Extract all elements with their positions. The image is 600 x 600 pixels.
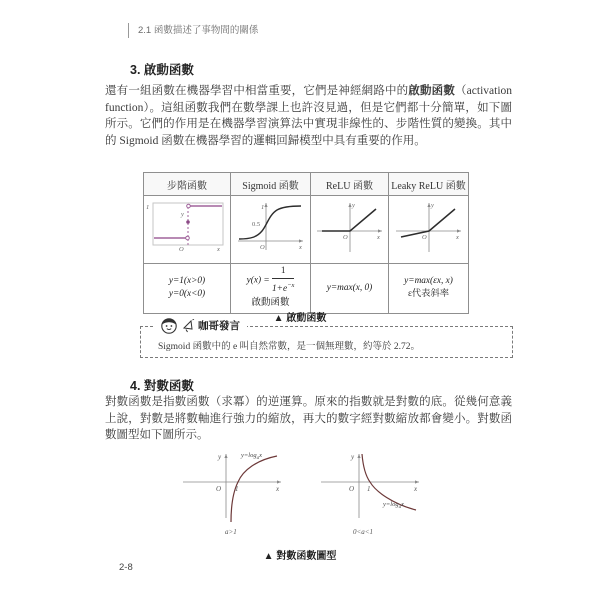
callout-box xyxy=(140,320,513,358)
col-header-relu: ReLU 函數 xyxy=(311,173,389,196)
relu-formula: y=max(x, 0) xyxy=(326,282,373,293)
step-plot-cell xyxy=(144,196,231,264)
formula-row xyxy=(144,264,469,314)
leaky-relu-plot-cell xyxy=(389,196,469,264)
sigmoid-plot-cell xyxy=(231,196,311,264)
x-axis-label: x xyxy=(455,234,459,241)
origin-label: O xyxy=(259,244,265,251)
origin-label: O xyxy=(421,234,427,241)
activation-table-caption: ▲ 啟動函數 xyxy=(273,313,327,324)
leaky-relu-plot xyxy=(393,198,465,256)
activation-term-bold: 啟動函數 xyxy=(408,85,455,97)
x-axis-label: x xyxy=(298,244,302,251)
leaky-formula-line2: ε代表斜率 xyxy=(407,289,450,300)
origin-label: O xyxy=(216,485,222,493)
tick-label-one: 1 xyxy=(235,485,239,493)
y-axis-label: y xyxy=(430,202,434,209)
fraction-numerator: 1 xyxy=(272,266,294,279)
log-function-figure xyxy=(0,448,600,540)
log-curve-label: $y=\log_ax$ xyxy=(383,501,404,510)
section-3-paragraph xyxy=(105,83,512,149)
axis-label-one: 1 xyxy=(260,204,264,211)
x-axis-label: x xyxy=(276,485,280,493)
section-4-paragraph: 對數函數是指數函數（求冪）的逆運算。原來的指數就是對數的底。從幾何意義上說，對數是將數軸進行強力的縮放，再大的數字經對數縮放都會變小。對數函數圖型如下圖所示。 xyxy=(105,396,512,442)
plot-row xyxy=(144,196,469,264)
axis-label-one: 1 xyxy=(146,204,150,211)
col-header-leaky-relu: Leaky ReLU 函數 xyxy=(389,173,469,196)
col-header-step: 步階函數 xyxy=(144,173,231,196)
condition-label: a>1 xyxy=(225,528,237,536)
relu-plot xyxy=(314,198,386,256)
sigmoid-plot xyxy=(235,198,307,256)
callout-title: 咖哥發言 xyxy=(198,320,240,332)
origin-label: O xyxy=(342,234,348,241)
x-axis-label: x xyxy=(376,234,380,241)
sigmoid-formula-label: 啟動函數 xyxy=(251,298,290,309)
running-header xyxy=(128,23,258,38)
step-formula-line1: y=1(x>0) xyxy=(168,275,206,286)
leaky-relu-formula-cell xyxy=(389,264,469,314)
fraction-denominator: $1+e^{-x}$ xyxy=(272,282,295,295)
origin-label: O xyxy=(179,246,184,253)
log-figure-caption: ▲ 對數函數圖型 xyxy=(263,551,337,562)
y-axis-label: y xyxy=(351,453,355,461)
step-formula-cell xyxy=(144,264,231,314)
axis-label-half: 0.5 xyxy=(251,221,260,228)
page-number: 2-8 xyxy=(119,562,133,573)
table-header-row xyxy=(144,173,469,196)
y-axis-label: y xyxy=(181,211,184,218)
callout-text: Sigmoid 函數中的 e 叫自然常數，是一個無理數，約等於 2.72。 xyxy=(158,342,421,352)
megaphone-icon xyxy=(182,319,195,333)
x-axis-label: x xyxy=(414,485,418,493)
leaky-formula-line1: y=max(εx, x) xyxy=(404,275,453,286)
paragraph-text: （activation function）。這組函數我們在數學課上也許沒見過，但是它們都十分簡單，如下圖所示。它們的作用是在機器學習演算法中實現非線性的、步階性質的變換。其中的 Sigmoid 函數在機器學習的邏輯回歸模型中具有重要的作用。 xyxy=(105,85,513,147)
log-curve-label: $y=\log_ax$ xyxy=(241,452,262,461)
log-plot-increasing xyxy=(171,448,291,540)
step-formula-line2: y=0(x<0) xyxy=(168,289,206,300)
col-header-sigmoid: Sigmoid 函數 xyxy=(231,173,311,196)
step-function-plot xyxy=(145,198,229,256)
paragraph-text: 還有一組函數在機器學習中相當重要，它們是神經網路中的 xyxy=(105,85,409,97)
x-axis-label: x xyxy=(217,246,220,253)
sigmoid-formula-cell xyxy=(231,264,311,314)
origin-label: O xyxy=(349,485,355,493)
relu-plot-cell xyxy=(311,196,389,264)
callout-title-row xyxy=(153,316,247,335)
sigmoid-fraction xyxy=(272,266,294,295)
y-axis-label: y xyxy=(218,453,222,461)
relu-formula-cell xyxy=(311,264,389,314)
running-header-text: 2.1 函數描述了事物間的關係 xyxy=(138,25,259,36)
coach-face-icon xyxy=(160,316,179,335)
activation-function-table xyxy=(143,172,469,314)
sigmoid-formula-lhs: y(x) = xyxy=(246,275,270,286)
log-plot-decreasing xyxy=(309,448,429,540)
section-4-heading: 4. 對數函數 xyxy=(130,379,194,393)
section-3-heading: 3. 啟動函數 xyxy=(130,63,194,77)
tick-label-one: 1 xyxy=(367,485,371,493)
condition-label: 0<a<1 xyxy=(353,528,373,536)
y-axis-label: y xyxy=(351,202,355,209)
